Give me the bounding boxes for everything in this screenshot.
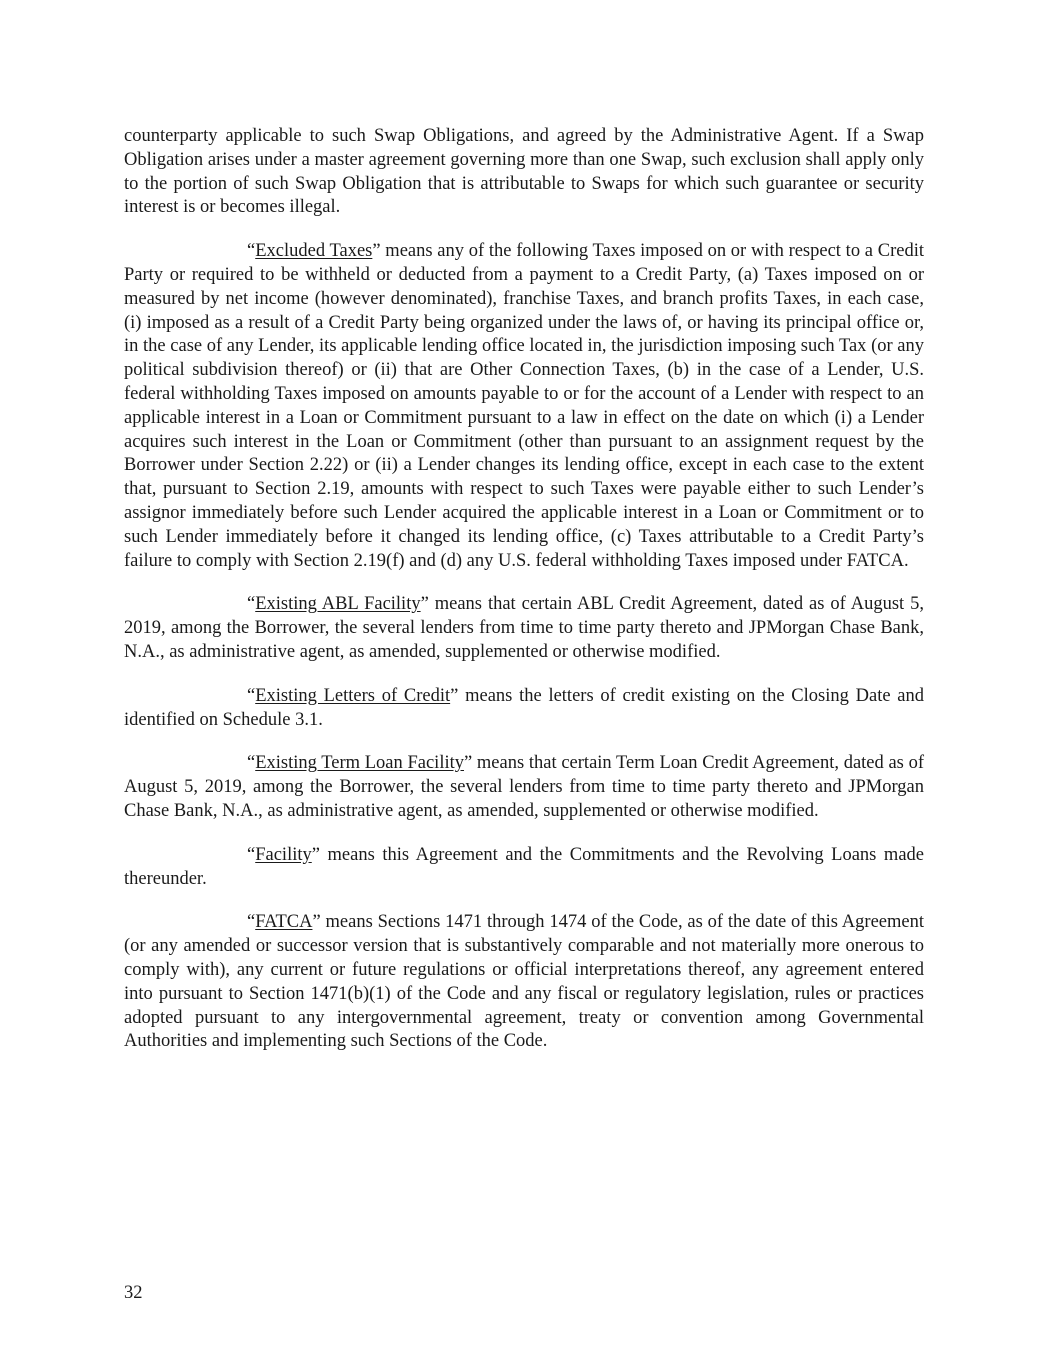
paragraph-swap-obligation-continuation [124,125,924,220]
defined-term: Excluded Taxes [255,241,373,262]
defined-term: Existing Letters of Credit [255,685,451,706]
open-quote: “ [247,753,256,774]
document-body [124,125,924,1074]
open-quote: “ [247,594,256,615]
open-quote: “ [247,912,256,933]
definition-facility [124,844,924,892]
definition-existing-abl-facility [124,593,924,664]
open-quote: “ [247,844,256,865]
defined-term: Facility [255,844,312,865]
definition-fatca [124,911,924,1054]
definition-excluded-taxes [124,240,924,573]
definition-text: ” means Sections 1471 through 1474 of the Code, as of the date of this Agreement (or any amended or successor version that is substantively comparable and not materially more onerous to comply with), any current or future regulations or official interpretations thereof, any agreement entered into pursuant to Section 1471(b)(1) of the Code and any fiscal or regulatory legislation, rules or practices adopted pursuant to any intergovernmental agreement, treaty or convention among Governmental Authorities and implementing such Sections of the Code. [124,912,924,1052]
defined-term: Existing Term Loan Facility [255,753,464,774]
definition-existing-term-loan-facility [124,752,924,823]
definition-existing-letters-of-credit [124,685,924,733]
open-quote: “ [247,241,256,262]
definition-text: ” means that certain ABL Credit Agreement, dated as of August 5, 2019, among the Borrower, the several lenders from time to time party thereto and JPMorgan Chase Bank, N.A., as administrative agent, as amended, supplemented or otherwise modified. [124,594,924,662]
definition-text: ” means that certain Term Loan Credit Agreement, dated as of August 5, 2019, among the Borrower, the several lenders from time to time party thereto and JPMorgan Chase Bank, N.A., as administrative agent, as amended, supplemented or otherwise modified. [124,753,925,821]
paragraph-text: counterparty applicable to such Swap Obligations, and agreed by the Administrative Agent. If a Swap Obligation arises under a master agreement governing more than one Swap, such exclusion shall apply only to the portion of such Swap Obligation that is attributable to Swaps for which such guarantee or security interest is or becomes illegal. [124,126,924,218]
definition-text: ” means any of the following Taxes imposed on or with respect to a Credit Party or required to be withheld or deducted from a payment to a Credit Party, (a) Taxes imposed on or measured by net income (however denominated), franchise Taxes, and branch profits Taxes, in each case, (i) imposed as a result of a Credit Party being organized under the laws of, or having its principal office or, in the case of any Lender, its applicable lending office located in, the jurisdiction imposing such Tax (or any political subdivision thereof) or (ii) that are Other Connection Taxes, (b) in the case of a Lender, U.S. federal withholding Taxes imposed on amounts payable to or for the account of a Lender with respect to an applicable interest in a Loan or Commitment pursuant to a law in effect on the date on which (i) a Lender acquires such interest in the Loan or Commitment (other than pursuant to an assignment request by the Borrower under Section 2.22) or (ii) a Lender changes its lending office, except in each case to the extent that, pursuant to Section 2.19, amounts with respect to such Taxes were payable either to such Lender’s assignor immediately before such Lender acquired the applicable interest in a Loan or Commitment or to such Lender immediately before it changed its lending office, (c) Taxes attributable to a Credit Party’s failure to comply with Section 2.19(f) and (d) any U.S. federal withholding Taxes imposed under FATCA. [124,241,924,571]
defined-term: FATCA [255,912,313,933]
definition-text: ” means the letters of credit existing on the Closing Date and identified on Schedule 3.1. [124,685,925,730]
page-number: 32 [124,1283,143,1303]
definition-text: ” means this Agreement and the Commitments and the Revolving Loans made thereunder. [124,844,924,889]
open-quote: “ [247,685,256,706]
defined-term: Existing ABL Facility [255,594,421,615]
